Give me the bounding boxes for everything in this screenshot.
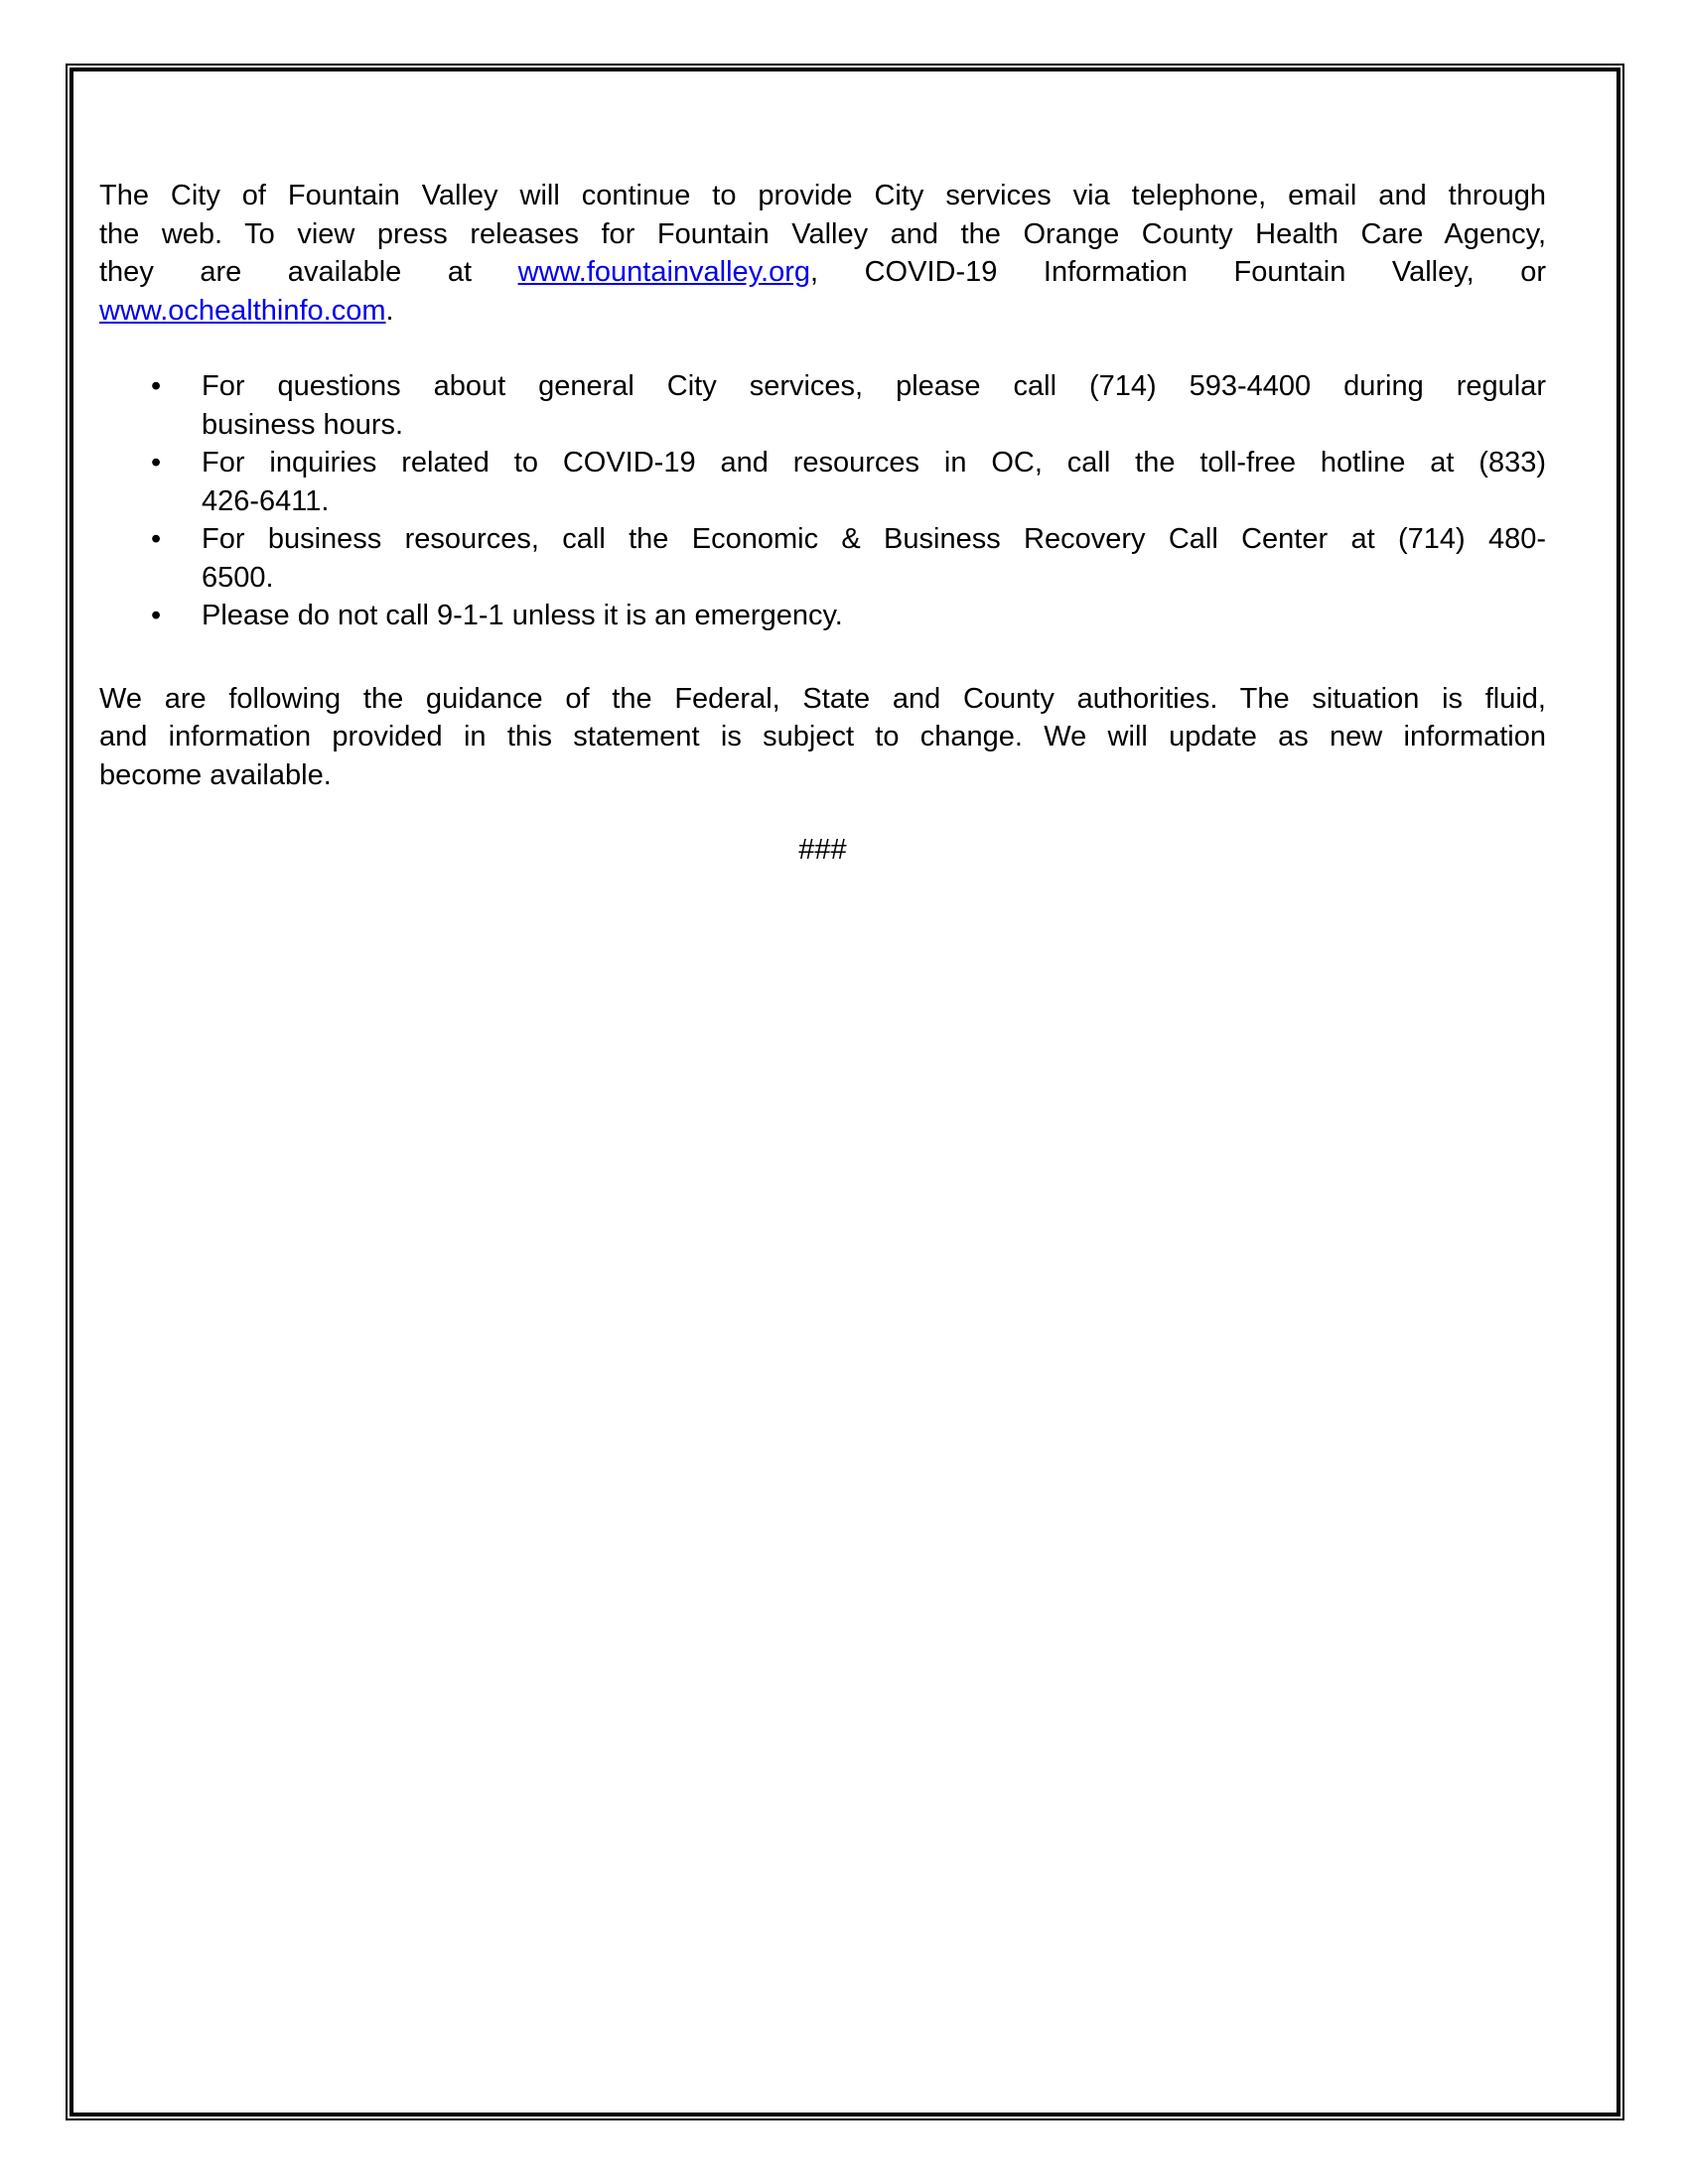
text-run: 6500. xyxy=(202,561,274,594)
bullet-list-item xyxy=(99,520,1546,597)
bullet-list-item xyxy=(99,597,1546,635)
text-run: We are following the guidance of the Federal, State and County authorities. The situation is fluid, xyxy=(99,682,1546,715)
closing-paragraph xyxy=(99,680,1546,795)
bullet-list-item xyxy=(99,367,1546,444)
text-line xyxy=(202,367,1546,406)
end-marker xyxy=(99,831,1546,870)
text-line xyxy=(202,406,1546,445)
text-run: . xyxy=(385,294,394,327)
bullet-icon: • xyxy=(151,447,162,478)
text-run: For inquiries related to COVID-19 and resources in OC, call the toll-free hotline at (833) xyxy=(202,447,1546,478)
text-run: become available. xyxy=(99,758,332,791)
bullet-icon: • xyxy=(151,370,162,402)
text-line xyxy=(99,718,1546,756)
bullet-list-item xyxy=(99,444,1546,520)
text-line xyxy=(99,177,1546,215)
text-line xyxy=(99,756,1546,795)
page-border-inner xyxy=(70,68,1620,2116)
text-run: and information provided in this statement is subject to change. We will update as new information xyxy=(99,721,1546,752)
text-line xyxy=(202,482,1546,521)
text-line xyxy=(202,597,1546,635)
hyperlink[interactable]: www.fountainvalley.org xyxy=(517,256,811,288)
text-run: , COVID-19 Information Fountain Valley, or xyxy=(810,256,1546,288)
text-run: 426-6411. xyxy=(202,484,330,517)
text-line xyxy=(99,680,1546,719)
text-run: For business resources, call the Economic & Business Recovery Call Center at (714) 480- xyxy=(202,523,1546,555)
text-run: they are available at xyxy=(99,256,518,288)
intro-paragraph xyxy=(99,177,1546,330)
text-run: The City of Fountain Valley will continue to provide City services via telephone, email and through xyxy=(99,180,1546,211)
text-run: business hours. xyxy=(202,408,404,441)
text-line xyxy=(202,520,1546,559)
text-line xyxy=(99,253,1546,292)
text-line xyxy=(99,215,1546,254)
bullet-icon: • xyxy=(151,523,162,555)
text-run: Please do not call 9-1-1 unless it is an emergency. xyxy=(202,600,843,631)
text-run: the web. To view press releases for Fountain Valley and the Orange County Health Care Agency, xyxy=(99,217,1546,250)
text-line xyxy=(99,292,1546,331)
text-line xyxy=(202,444,1546,482)
hyperlink[interactable]: www.ochealthinfo.com xyxy=(99,294,386,327)
contact-bullet-list xyxy=(99,367,1546,635)
page-border xyxy=(66,64,1624,2120)
document-content xyxy=(73,71,1617,2113)
text-run: ### xyxy=(798,834,847,866)
bullet-icon: • xyxy=(151,600,162,631)
text-line xyxy=(99,831,1546,870)
text-line xyxy=(202,559,1546,598)
text-run: For questions about general City services, please call (714) 593-4400 during regular xyxy=(202,370,1546,402)
